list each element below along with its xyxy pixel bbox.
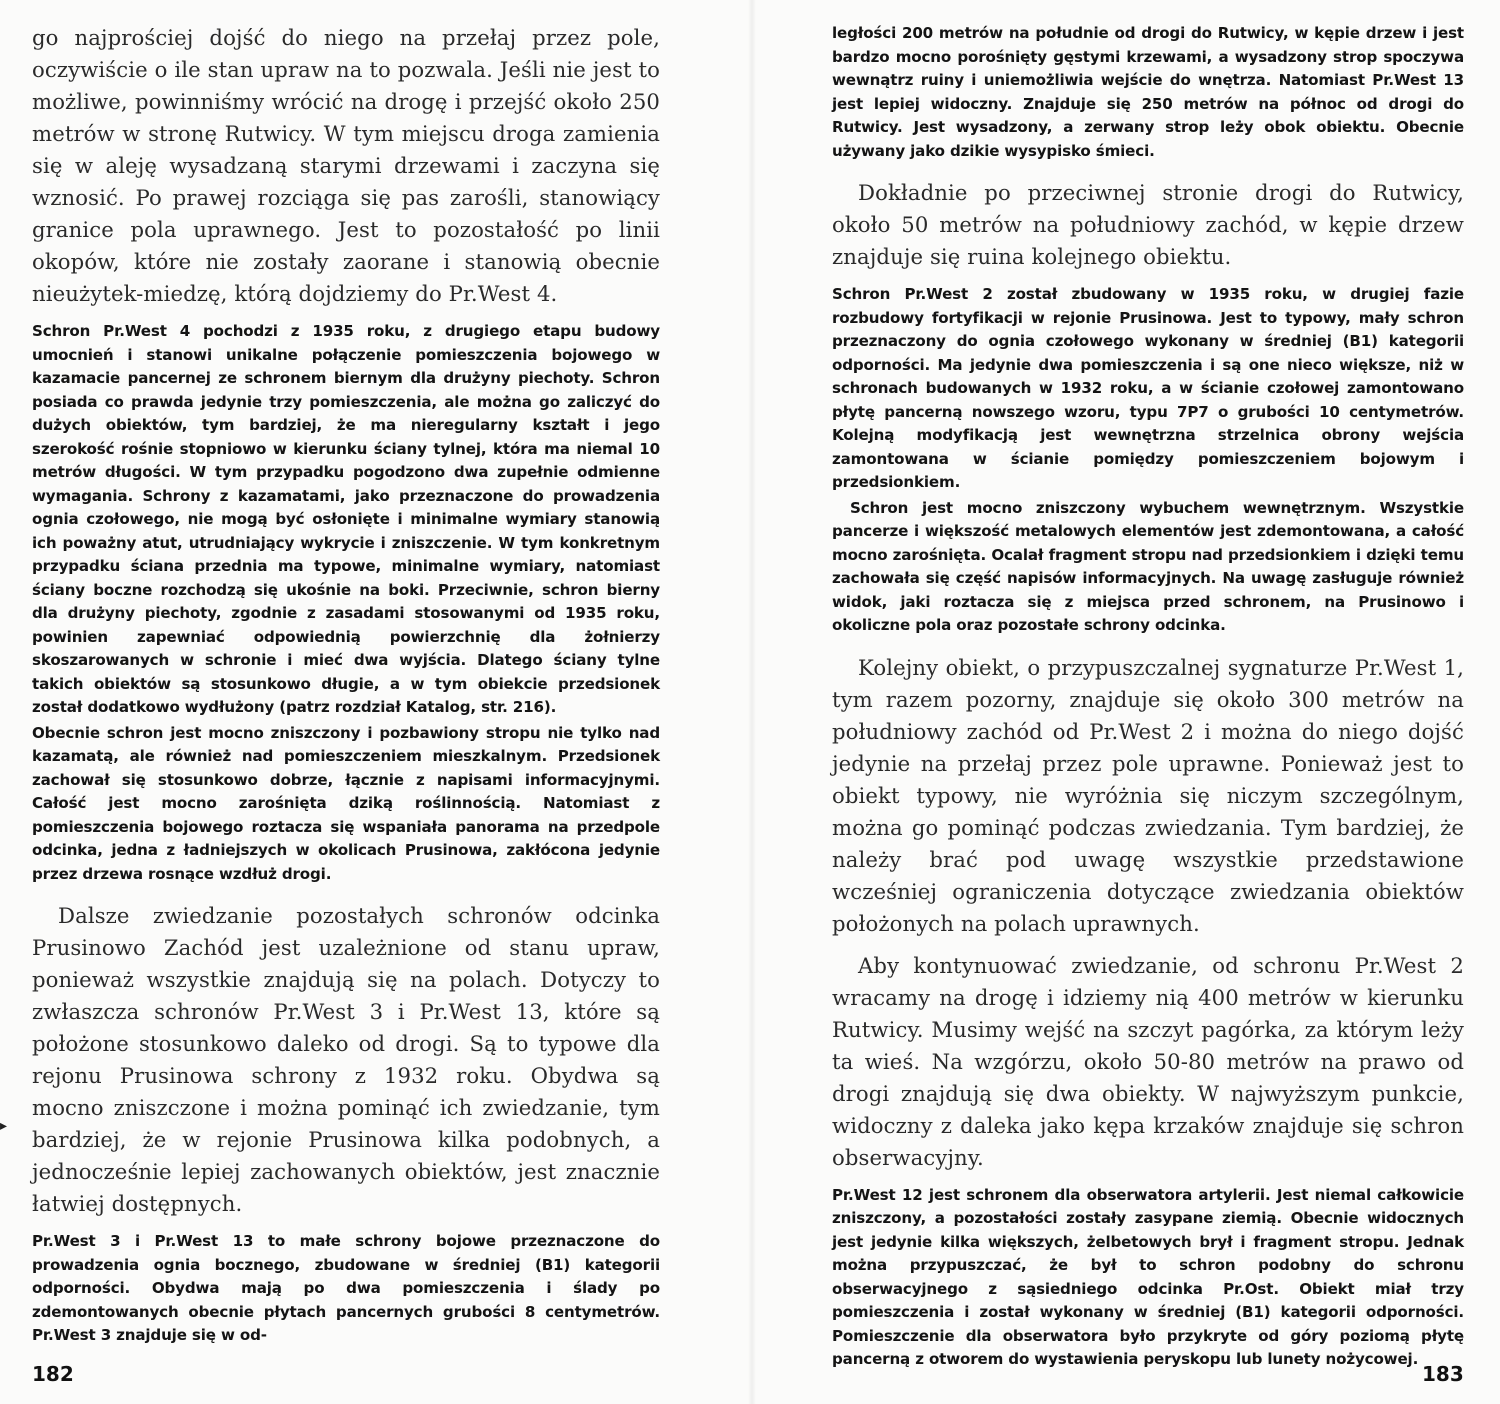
right-box-paragraph-3: Schron jest mocno zniszczony wybuchem wewnętrznym. Wszystkie pancerze i większość metalowych elementów jest zdemontowana, a całość mocno zarośnięta. Ocalał fragment stropu nad przedsionkiem i dzięki temu zachowała się część napisów informacyjnych. Na uwagę zasługuje również widok, jaki roztacza się z miejsca przed schronem, na Prusinowo i okoliczne pola oraz pozostałe schrony odcinka.	[832, 498, 1464, 634]
right-box-paragraph-4: Pr.West 12 jest schronem dla obserwatora artylerii. Jest niemal całkowicie zniszczony, a pozostałości zostały zasypane ziemią. Obecnie widocznych jest jedynie kilka większych, żelbetowych brył i fragment stropu. Jednak można przypuszczać, że był to schron podobny do schronu obserwacyjnego z sąsiedniego odcinka Pr.Ost. Obiekt miał trzy pomieszczenia i został wykonany w średniej (B1) kategorii odporności. Pomieszczenie dla obserwatora było przykryte od góry poziomą płytę pancerną z otworem do wystawienia peryskopu lub lunety nożycowej.	[832, 1185, 1464, 1368]
left-info-box-1	[32, 320, 660, 886]
right-paragraph-1: Dokładnie po przeciwnej stronie drogi do Rutwicy, około 50 metrów na południowy zachód, w kępie drzew znajduje się ruina kolejnego obiektu.	[832, 180, 1464, 269]
left-box-paragraph-2: Obecnie schron jest mocno zniszczony i pozbawiony stropu nie tylko nad kazamatą, ale również nad pomieszczeniem mieszkalnym. Przedsionek zachował się stosunkowo dobrze, łącznie z napisami informacyjnymi. Całość jest mocno zarośnięta dziką roślinnością. Natomiast z pomieszczenia bojowego roztacza się wspaniała panorama na przedpole odcinka, jedna z ładniejszych w okolicach Prusinowa, zakłócona jedynie przez drzewa rosnące wzdłuż drogi.	[32, 723, 660, 883]
right-info-box-2	[832, 283, 1464, 638]
right-page-column	[832, 22, 1464, 1372]
right-paragraph-2: Kolejny obiekt, o przypuszczalnej sygnaturze Pr.West 1, tym razem pozorny, znajduje się około 300 metrów na południowy zachód od Pr.West 2 i można do niego dojść jedynie na przełaj przez pole uprawne. Ponieważ jest to obiekt typowy, nie wyróżnia się niczym szczególnym, można go pominąć podczas zwiedzania. Tym bardziej, że należy brać pod uwagę wszystkie przedstawione wcześniej ograniczenia dotyczące zwiedzania obiektów położonych na polach uprawnych.	[832, 654, 1464, 936]
left-paragraph-1: go najprościej dojść do niego na przełaj przez pole, oczywiście o ile stan upraw na to pozwala. Jeśli nie jest to możliwe, powinniśmy wrócić na drogę i przejść około 250 metrów w stronę Rutwicy. W tym miejscu droga zamienia się w aleję wysadzaną starymi drzewami i zaczyna się wznosić. Po prawej rozciąga się pas zarośli, stanowiący granice pola uprawnego. Jest to pozostałość po linii okopów, które nie zostały zaorane i stanowią obecnie nieużytek-miedzę, którą dojdziemy do Pr.West 4.	[32, 25, 660, 306]
left-paragraph-2: Dalsze zwiedzanie pozostałych schronów odcinka Prusinowo Zachód jest uzależnione od stanu upraw, ponieważ wszystkie znajdują się na polach. Dotyczy to zwłaszcza schronów Pr.West 3 i Pr.West 13, które są położone stosunkowo daleko od drogi. Są to typowe dla rejonu Prusinowa schrony z 1932 roku. Obydwa są mocno zniszczone i można pominąć ich zwiedzanie, tym bardziej, że w rejonie Prusinowa kilka podobnych, a jednocześnie lepiej zachowanych obiektów, jest znacznie łatwiej dostępnych.	[32, 903, 660, 1216]
left-box-paragraph-1: Schron Pr.West 4 pochodzi z 1935 roku, z drugiego etapu budowy umocnień i stanowi unikalne połączenie pomieszczenia bojowego w kazamacie pancernej ze schronem biernym dla drużyny piechoty. Schron posiada co prawda jedynie trzy pomieszczenia, ale można go zaliczyć do dużych obiektów, tym bardziej, że ma nieregularny kształt i jego szerokość rośnie stopniowo w kierunku ściany tylnej, która ma niemal 10 metrów długości. W tym przypadku pogodzono dwa zupełnie odmienne wymagania. Schrony z kazamatami, jako przeznaczone do prowadzenia ognia czołowego, nie mogą być osłonięte i minimalne wymiary stanowią ich poważny atut, utrudniający wykrycie i zniszczenie. W tym konkretnym przypadku ściana przednia ma typowe, minimalne wymiary, natomiast ściany boczne rozchodzą się ukośnie na boki. Przeciwnie, schron bierny dla drużyny piechoty, zgodnie z zasadami stosowanymi od 1935 roku, powinien zapewniać odpowiednią powierzchnię dla żołnierzy skoszarowanych w schronie i mieć dwa wyjścia. Dlatego ściany tylne takich obiektów są stosunkowo długie, a w tym obiekcie przedsionek został dodatkowo wydłużony (patrz rozdział Katalog, str. 216).	[32, 322, 660, 716]
right-box-paragraph-1: ległości 200 metrów na południe od drogi do Rutwicy, w kępie drzew i jest bardzo mocno porośnięty gęstymi krzewami, a wysadzony strop spoczywa wewnątrz ruiny i uniemożliwia wejście do wnętrza. Natomiast Pr.West 13 jest lepiej widoczny. Znajduje się 250 metrów na północ od drogi do Rutwicy. Jest wysadzony, a zerwany strop leży obok obiektu. Obecnie używany jako dzikie wysypisko śmieci.	[832, 24, 1464, 160]
right-page	[752, 0, 1500, 1404]
right-box-paragraph-2: Schron Pr.West 2 został zbudowany w 1935 roku, w drugiej fazie rozbudowy fortyfikacji w rejonie Prusinowa. Jest to typowy, mały schron przeznaczony do ognia czołowego wykonany w średniej (B1) kategorii odporności. Ma jedynie dwa pomieszczenia i są one nieco większe, niż w schronach budowanych w 1932 roku, a w ścianie czołowej zamontowano płytę pancerną nowszego wzoru, typu 7P7 o grubości 10 centymetrów. Kolejną modyfikacją jest wewnętrzna strzelnica obrony wejścia zamontowana w ścianie pomiędzy pomieszczeniem bojowym i przedsionkiem.	[832, 285, 1464, 491]
right-page-number: 183	[1422, 1362, 1464, 1386]
right-info-box-1	[832, 22, 1464, 163]
left-page-number: 182	[32, 1362, 74, 1386]
left-box-paragraph-3: Pr.West 3 i Pr.West 13 to małe schrony bojowe przeznaczone do prowadzenia ognia bocznego, zbudowane w średniej (B1) kategorii odporności. Obydwa mają po dwa pomieszczenia i ślady po zdemontowanych obecnie płytach pancernych grubości 8 centymetrów. Pr.West 3 znajduje się w od-	[32, 1232, 660, 1344]
left-page-column	[32, 22, 660, 1348]
left-page	[0, 0, 748, 1404]
margin-arrow-icon: ▸	[0, 1118, 8, 1134]
right-paragraph-3: Aby kontynuować zwiedzanie, od schronu Pr.West 2 wracamy na drogę i idziemy nią 400 metrów w kierunku Rutwicy. Musimy wejść na szczyt pagórka, za którym leży ta wieś. Na wzgórzu, około 50-80 metrów na prawo od drogi znajdują się dwa obiekty. W najwyższym punkcie, widoczny z daleka jako kępa krzaków znajduje się schron obserwacyjny.	[832, 952, 1464, 1170]
